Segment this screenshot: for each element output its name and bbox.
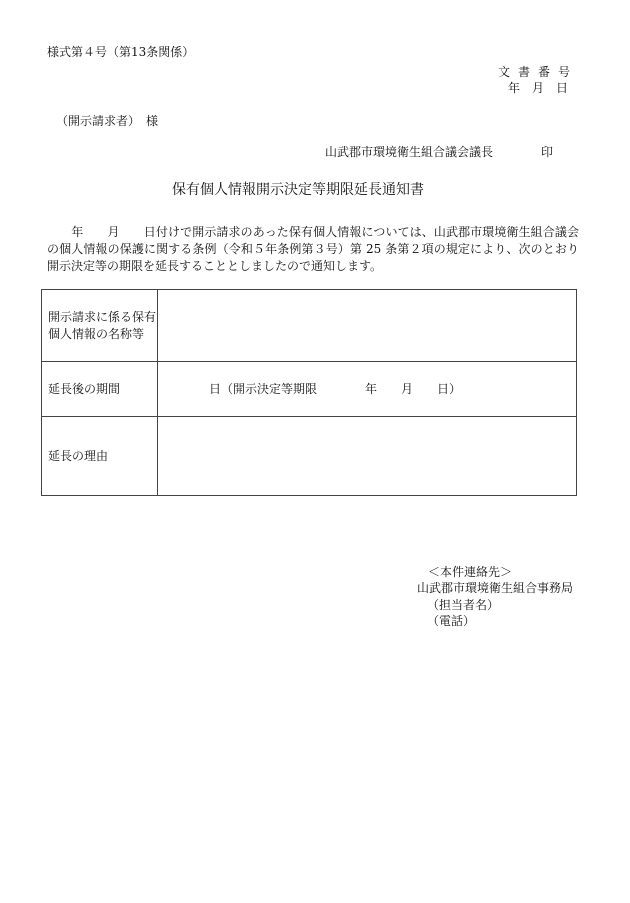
document-number-label: 文書番号 <box>498 65 579 79</box>
document-title: 保有個人情報開示決定等期限延長通知書 <box>172 182 424 198</box>
body-text: 年 月 日付けで開示請求のあった保有個人情報については、山武郡市環境衛生組合議会の個人情報の保護に関する条例（令和５年条例第３号）第 25 条第２項の規定により、次のとおり開示決定等の期限を延長することとしましたので通知します。 <box>47 225 579 273</box>
row-label-info-name: 開示請求に係る保有個人情報の名称等 <box>42 290 158 362</box>
row-label-extended-period: 延長後の期間 <box>42 362 158 417</box>
contact-heading: ＜本件連絡先＞ <box>428 565 513 579</box>
issuer: 山武郡市環境衛生組合議会議長 <box>325 145 494 159</box>
row-value-reason <box>158 417 577 496</box>
contact-office: 山武郡市環境衛生組合事務局 <box>417 581 574 595</box>
table-row <box>42 290 577 362</box>
contact-phone: （電話） <box>427 614 476 628</box>
contact-person: （担当者名） <box>427 598 500 612</box>
recipient: （開示請求者） 様 <box>56 114 159 128</box>
row-value-info-name <box>158 290 577 362</box>
extension-table <box>41 289 577 496</box>
row-label-reason: 延長の理由 <box>42 417 158 496</box>
table-row <box>42 417 577 496</box>
form-number: 様式第４号（第13条関係） <box>47 45 195 59</box>
date-label: 年 月 日 <box>508 81 569 95</box>
table-row <box>42 362 577 417</box>
row-value-extended-period: 日（開示決定等期限 年 月 日） <box>158 362 577 417</box>
seal-mark: 印 <box>541 145 554 159</box>
